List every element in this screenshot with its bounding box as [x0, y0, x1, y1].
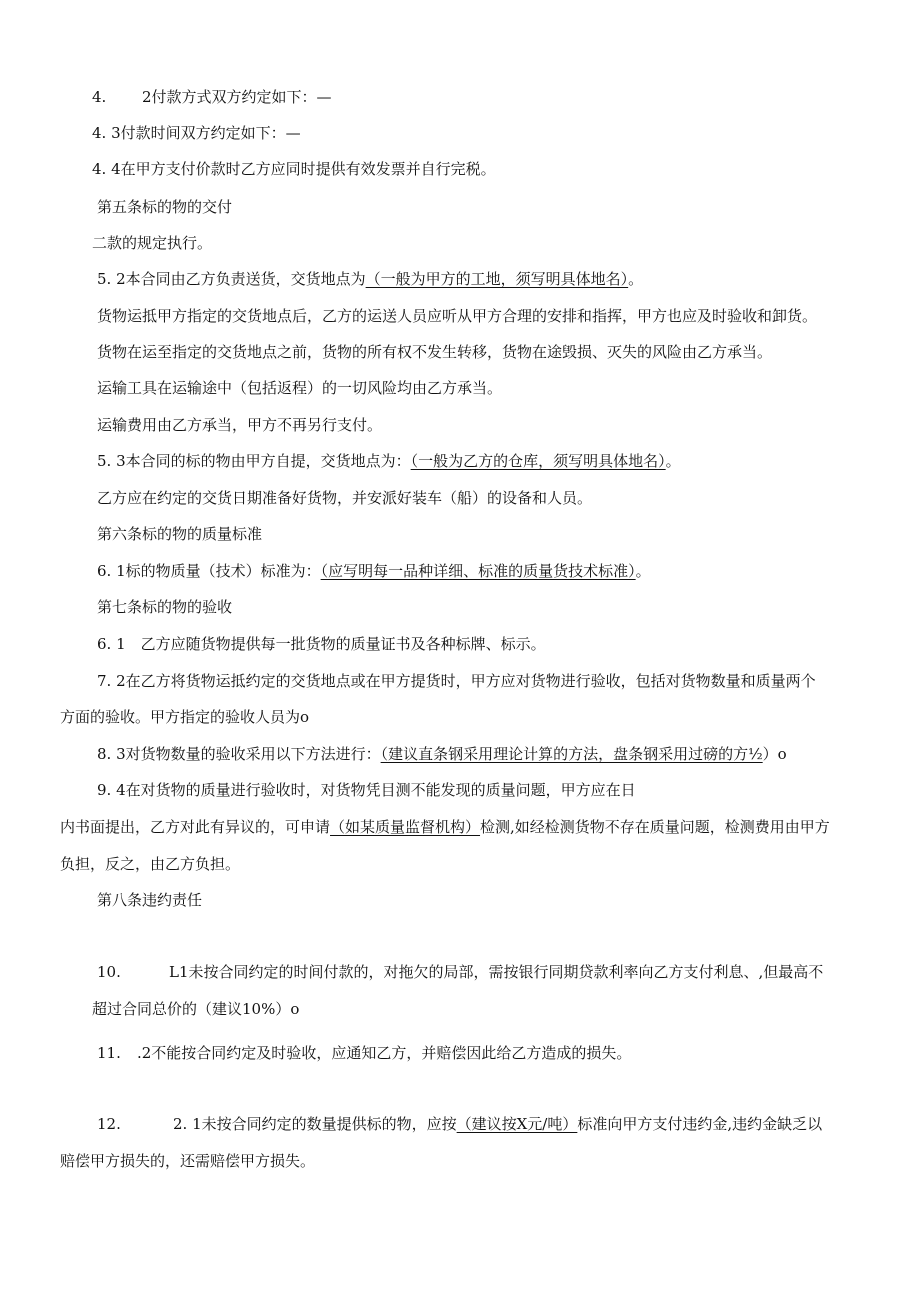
clause-4-3: 4. 3付款时间双方约定如下：—: [92, 124, 301, 142]
clause-8-3: [97, 743, 787, 765]
clause-text: 6. 1标的物质量（技术）标准为：: [97, 562, 321, 580]
clause-9-4: 9. 4在对货物的质量进行验收时，对货物凭目测不能发现的质量问题，甲方应在日: [97, 781, 636, 799]
clause-12: [97, 1113, 822, 1135]
paragraph-line: 方面的验收。甲方指定的验收人员为o: [60, 708, 310, 726]
fill-in-blank: （如某质量监督机构）: [330, 818, 481, 836]
paragraph-line: 乙方应在约定的交货日期准备好货物，并安派好装车（船）的设备和人员。: [97, 489, 593, 507]
paragraph-line: 货物运抵甲方指定的交货地点后，乙方的运送人员应听从甲方合理的安排和指挥，甲方也应及时验收和卸货。: [97, 307, 818, 325]
paragraph-line: 负担，反之，由乙方负担。: [60, 855, 241, 873]
paragraph-line: [60, 816, 830, 838]
clause-5-2: [97, 268, 643, 290]
clause-4-4: 4. 4在甲方支付价款时乙方应同时提供有效发票并自行完税。: [92, 160, 496, 178]
clause-6-1: [97, 560, 651, 582]
clause-number: 11.: [97, 1044, 121, 1062]
clause-text: 2付款方式双方约定如下：—: [142, 88, 332, 106]
clause-text-end: 。: [635, 562, 651, 580]
fill-in-blank: （建议按X元/吨）: [456, 1115, 578, 1133]
clause-4-2: [92, 86, 332, 108]
clause-text: 8. 3对货物数量的验收采用以下方法进行：: [97, 745, 381, 763]
paragraph-line: 二款的规定执行。: [92, 234, 213, 252]
clause-text-end: 检测,如经检测货物不存在质量问题，检测费用由甲方: [480, 818, 830, 836]
paragraph-line: 赔偿甲方损失的，还需赔偿甲方损失。: [60, 1152, 316, 1170]
clause-text-end: 。: [628, 270, 644, 288]
fill-in-blank: （应写明每一品种详细、标准的质量货技术标准）: [320, 562, 636, 580]
paragraph-line: 运输费用由乙方承当，甲方不再另行支付。: [97, 416, 383, 434]
clause-text-end: 。: [665, 452, 681, 470]
clause-number: 12.: [97, 1115, 121, 1133]
article-6-heading: 第六条标的物的质量标准: [97, 525, 263, 543]
clause-text-end: 标准向甲方支付违约金,违约金缺乏以: [577, 1115, 823, 1133]
clause-text: L1未按合同约定的时间付款的，对拖欠的局部，需按银行同期贷款利率向乙方支付利息、,但最高不: [169, 963, 824, 981]
clause-text: 5. 2本合同由乙方负责送货，交货地点为: [97, 270, 366, 288]
paragraph-line: 运输工具在运输途中（包括返程）的一切风险均由乙方承当。: [97, 379, 503, 397]
clause-number: 4.: [92, 88, 107, 106]
fill-in-blank: （建议直条钢采用理论计算的方法，盘条钢采用过磅的方½: [380, 745, 763, 763]
paragraph-line: 超过合同总价的（建议10%）o: [92, 1000, 300, 1018]
fill-in-blank: （一般为甲方的工地，须写明具体地名）: [365, 270, 629, 288]
article-8-heading: 第八条违约责任: [97, 891, 203, 909]
fill-in-blank: （一般为乙方的仓库，须写明具体地名）: [410, 452, 666, 470]
article-7-heading: 第七条标的物的验收: [97, 598, 233, 616]
clause-6-1b: 6. 1 乙方应随货物提供每一批货物的质量证书及各种标牌、标示。: [97, 635, 546, 653]
clause-text: .2不能按合同约定及时验收，应通知乙方，并赔偿因此给乙方造成的损失。: [137, 1044, 632, 1062]
clause-text: 内书面提出，乙方对此有异议的，可申请: [60, 818, 331, 836]
clause-text: 2. 1未按合同约定的数量提供标的物，应按: [173, 1115, 457, 1133]
clause-7-2: 7. 2在乙方将货物运抵约定的交货地点或在甲方提货时，甲方应对货物进行验收，包括对货物数量和质量两个: [97, 672, 816, 690]
clause-number: 10.: [97, 963, 121, 981]
paragraph-line: 货物在运至指定的交货地点之前，货物的所有权不发生转移，货物在途毁损、灭失的风险由乙方承当。: [97, 343, 773, 361]
article-5-heading: 第五条标的物的交付: [97, 198, 233, 216]
clause-text: 5. 3本合同的标的物由甲方自提，交货地点为：: [97, 452, 411, 470]
clause-5-3: [97, 450, 681, 472]
clause-11: [97, 1042, 631, 1064]
clause-10: [97, 961, 823, 983]
clause-text-end: ）o: [762, 745, 787, 763]
